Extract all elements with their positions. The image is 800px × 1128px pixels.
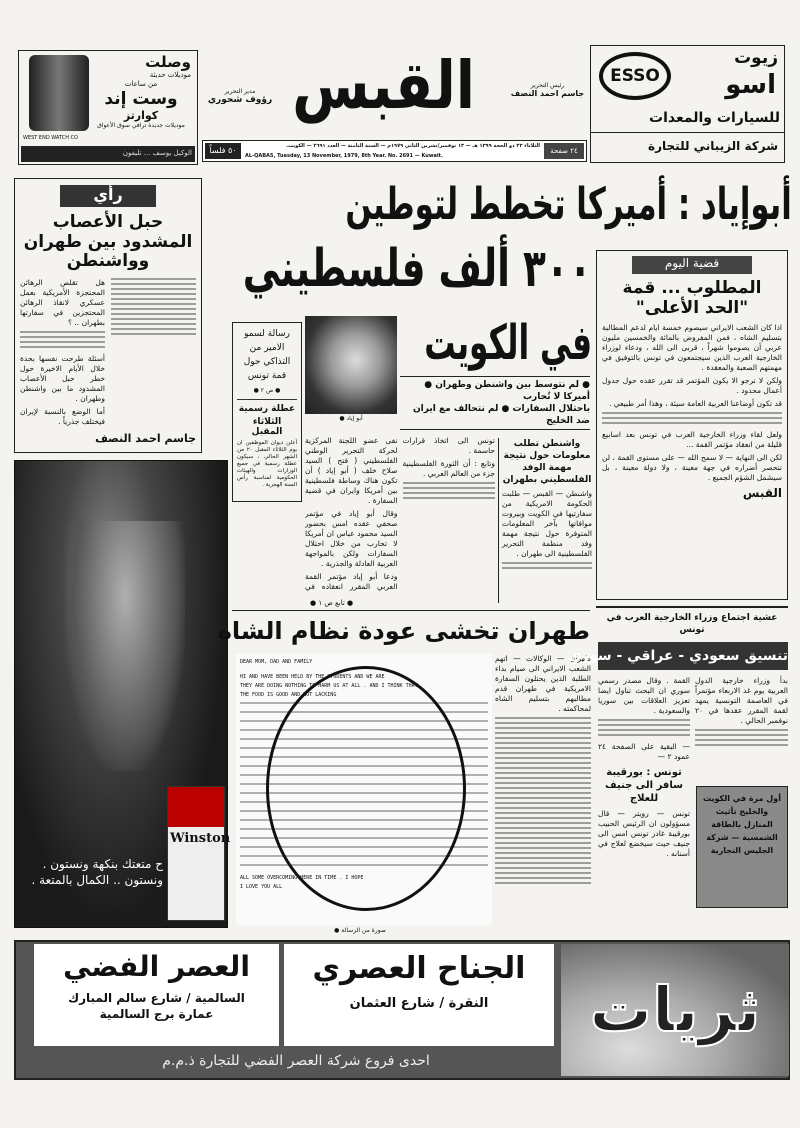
silver-age-addr1: السالمية / شارع سالم المبارك xyxy=(68,991,245,1005)
chief-editor-name: جاسم احمد النصف xyxy=(510,89,585,98)
opinion-paragraph: أسئلة طرحت نفسها بحدة خلال الأيام الاخيرة حول خطر حبل الأعصاب المشدود ما بين واشنطن وطهران . xyxy=(20,353,105,403)
ad-from: من ساعات xyxy=(124,80,158,88)
main-paragraph: نفى عضو اللجنة المركزية لحركة التحرير الوطني الفلسطيني ( فتح ) السيد صلاح خلف ( أبو إياد ) أن تكون هناك وساطة فلسطينية بين أمريكا وايران في قضية السفارة . xyxy=(305,436,398,505)
opinion-headline: حبل الأعصاب المشدود بين طهران وواشنطن xyxy=(23,212,193,272)
ad-new: وصلت xyxy=(145,53,191,71)
winston-line-1: ح متعتك بنكهة ونستون . xyxy=(42,857,163,871)
holiday-day: الثلاثاء المقبل xyxy=(251,417,283,437)
ad-models: موديلات حديثة xyxy=(149,71,191,79)
pages-badge: ٢٤ صفحة xyxy=(544,143,584,159)
modern-wing-name: الجناح العصري xyxy=(312,951,526,986)
text-texture xyxy=(598,719,690,739)
bourguiba-text: تونس — رويتر — قال مسؤولون ان الرئيس الحبيب بورقيبة غادر تونس امس الى جنيف حيث سيخضع لعلاج في أسنانه . xyxy=(598,809,690,858)
esso-brand: اسو xyxy=(725,70,776,100)
chandeliers-ad: ثريات xyxy=(561,944,789,1076)
esso-oils: زيوت xyxy=(734,48,778,68)
main-headline-2: ٣٠٠ ألف فلسطيني xyxy=(243,239,592,299)
editorial-signature: القبس xyxy=(742,486,782,501)
holiday-text: أعلن ديوان الموظفين ان يوم الثلاثاء المقبل ٢٠ من الشهر الحالي ، سيكون عطلة رسمية في جميع الوزارات والهيئات الحكومية لمناسبة رأس السنة الهجرية . xyxy=(237,440,298,488)
date-ar: الثلاثاء ٢٣ ذو الحجة ١٣٩٩ هـ — ١٣ نوفمبر/تشرين الثاني ١٩٧٩م — السنة الثامنة — العدد ٢٦٩١ — الكويت. xyxy=(286,143,540,149)
main-paragraph: ودعا أبو إياد مؤتمر القمة العربي المقرر انعقاده في تونس الى اتخاذ قرارات حاسمة . xyxy=(305,436,495,591)
letter-headline: رسالة لسمو الامير من التذاكي حول قمة تونس xyxy=(243,329,291,381)
main-subheads xyxy=(400,376,590,430)
watch-ad xyxy=(18,50,198,165)
opinion-label: رأي xyxy=(60,185,156,207)
esso-for: للسيارات والمعدات xyxy=(649,110,780,126)
main-paragraph: وتابع : أن الثورة الفلسطينية جزء من العالم العربي . xyxy=(402,459,495,478)
ad-quartz: كوارتز xyxy=(123,109,159,122)
washington-text: واشنطن — القبس — طلبت الحكومة الامريكية من سفارتيها في الكويت وبيروت موافاتها بآخر المعلومات المتوفرة حول نتيجة مهمة وفد منظمة التحرير الفلسطينية الى طهران . xyxy=(502,489,592,558)
hostage-letter xyxy=(236,654,492,925)
esso-company: شركة الزيباني للتجارة xyxy=(591,132,784,162)
main-paragraph: وقال أبو إياد في مؤتمر صحفي عقده امس بحضور السيد محمود عباس ان أمريكا لا تحارب من خلال احتلال السفارات ولكن بالمواجهة العربية العادلة والجذرية . xyxy=(305,509,398,568)
editorial-box xyxy=(596,250,788,600)
price-badge: ٥٠ فلساً xyxy=(205,143,241,159)
letter-ref: ● ص ٢ ● xyxy=(237,387,297,400)
washington-story xyxy=(498,438,592,603)
bourguiba-headline: تونس : بورقيبة سافر الى جنيف للعلاج xyxy=(605,767,683,804)
opinion-paragraph: أما الوضع بالنسبة لإيران فيختلف جذرياً . xyxy=(20,406,105,426)
editorial-paragraph: اذا كان الشعب الايراني سيصوم خمسة ايام لدعم المطالبة بتسليم الشاه ، فمن المفروض بالمائة والخمسين مليون عربي أن يصوموا شهراً ، قربى الى الله ، ودعاء لوزراء الخارجية العرب الذين سيجتمعون في تونس بالتوفيق في مهمتهم الصعبة والمعقدة . xyxy=(602,323,782,373)
circle-mark xyxy=(266,666,466,911)
letter-caption: ● صورة من الرسالة xyxy=(334,927,386,934)
watch-image xyxy=(29,55,89,131)
editorial-paragraph: قد تكون أوضاعنا العربية العامة سيئة ، وهذا أمر طبيعي . xyxy=(608,399,782,409)
arab-fm-paragraph: بدأ وزراء خارجية الدول العربية يوم غد الاربعاء مؤتمراً في العاصمة التونسية يمهد لقمة المقرر عقدها في ٢٠ نوفمبر الحالي . xyxy=(695,676,788,725)
side-boxes xyxy=(232,322,302,502)
managing-editor: رؤوف شحوري xyxy=(207,95,273,105)
photo-caption: ● أبو إياد xyxy=(339,415,363,422)
esso-logo: ESSO xyxy=(599,52,671,100)
bottom-ads xyxy=(14,940,790,1080)
main-story xyxy=(305,436,495,596)
tehran-headline: طهران تخشى عودة نظام الشاه xyxy=(232,610,590,650)
smoker-figure xyxy=(65,521,185,771)
ad-logo-text: WEST END WATCH CO xyxy=(23,135,78,141)
bottom-footer: احدى فروع شركة العصر الفضي للتجارة ذ.م.م xyxy=(162,1053,430,1069)
winston-line-2: ونستون .. الكمال بالمتعة . xyxy=(31,873,163,887)
letter-line: THEY ARE DOING NOTHING TO HARM US AT ALL . AND I THINK THAT xyxy=(240,683,418,689)
chief-editor-label: رئيس التحرير xyxy=(530,82,565,89)
editorial-label: قضية اليوم xyxy=(632,256,752,274)
ad-sub: موديلات جديدة ترافي سوق الأعواق xyxy=(97,122,185,129)
ad-brand: وست إند xyxy=(104,89,178,109)
arab-fm-story xyxy=(598,676,788,931)
opinion-column xyxy=(14,178,202,453)
opinion-author: جاسم احمد النصف xyxy=(95,431,196,445)
main-subhead-2: باحتلال السفارات ● لم نتحالف مع ايران ضد الخليج xyxy=(412,404,590,426)
date-en: AL-QABAS, Tuesday, 13 November, 1979, 8th Year. No. 2691 — Kuwait. xyxy=(245,153,443,159)
tehran-text: طهران — الوكالات — اتهم الشعب الايراني الى صيام بداء الطلبة الذين يحتلون السفارة الامريكية في طهران قدم مطالبهم بتسليم الشاه لمحاكمته . xyxy=(495,654,591,713)
editorial-paragraph: لكن الى النهاية — لا سمح الله — على مستوى القمة ، لن تنحصر أضراره في جهة معينة ، ولا دولة معينة ، بل سيشمل الشؤم الجميع . xyxy=(602,453,782,483)
main-headline-3: في الكويت xyxy=(424,315,592,371)
editors xyxy=(200,88,280,105)
opinion-paragraph: هل تقلص الرهائن المحتجزة الأمريكية بعمل عسكري لانقاذ الرهائن المحتجزين في سفارتها بطهران .. ؟ xyxy=(20,277,105,327)
silver-age-name: العصر الفضي xyxy=(63,950,250,983)
winston-brand: Winston xyxy=(170,831,231,846)
managing-editor-label: مدير التحرير xyxy=(224,88,256,95)
masthead-logo: القبس xyxy=(292,47,475,124)
text-texture xyxy=(502,562,592,572)
text-texture xyxy=(20,331,105,351)
esso-ad xyxy=(590,45,785,163)
date-line xyxy=(202,140,587,162)
letter-line: THE FOOD IS GOOD AND NOT LACKING xyxy=(240,692,337,698)
abu-iyad-photo xyxy=(305,316,397,414)
winston-ad xyxy=(14,460,231,928)
text-texture xyxy=(111,278,196,338)
arab-fm-continued: — البقية على الصفحة ٢٤ عمود ٢ — xyxy=(598,742,690,761)
silver-age-addr2: عمارة برج السالمية xyxy=(99,1007,214,1021)
continued-marker: ● تابع ص ١ ● xyxy=(310,599,354,607)
arab-fm-kicker: عشية اجتماع وزراء الخارجية العرب في تونس xyxy=(596,606,788,636)
letter-line: HI AND HAVE BEEN HELD BY THE STUDENTS AND WE ARE xyxy=(240,674,385,680)
arab-fm-paragraph: القمة . وقال مصدر رسمي سوري ان البحث تناول ايضا تعزيز العلاقات بين سوريا والسعودية . xyxy=(598,676,690,715)
washington-headline: واشنطن تطلب معلومات حول نتيجة مهمة الوفد الفلسطيني بطهران xyxy=(502,439,592,485)
arab-fm-headline: تنسيق سعودي - عراقي - سوري xyxy=(598,642,788,670)
main-headline-1: أبوإياد : أميركا تخطط لتوطين xyxy=(345,179,792,230)
editorial-headline: المطلوب ... قمة "الحد الأعلى" xyxy=(622,278,762,318)
text-texture xyxy=(403,482,496,502)
text-texture xyxy=(495,717,591,887)
modern-wing-addr: النقرة / شارع العثمان xyxy=(349,996,489,1011)
chief-editor xyxy=(505,82,590,98)
editorial-paragraph: ولكن لا نرجو الا يكون المؤتمر قد تقرر عقده حول جدول أعمال محدود . xyxy=(602,376,782,396)
ad-dealer: الوكيل يوسف ... تليفون xyxy=(21,146,195,162)
tehran-story xyxy=(495,654,591,930)
text-texture xyxy=(695,729,788,749)
holiday-title: عطلة رسمية xyxy=(238,404,296,414)
letter-line: I LOVE YOU ALL xyxy=(240,884,283,890)
winston-slogan xyxy=(31,856,163,888)
solar-ad-box: أول مرة في الكويت والخليج تأثيث المنازل بالطاقة الشمسية — شركة الجليس التجارية xyxy=(696,786,788,908)
letter-greeting: DEAR MOM, DAD AND FAMILY xyxy=(240,659,313,665)
modern-wing-ad xyxy=(284,944,554,1046)
main-subhead-1: ● لم نتوسط بين واشنطن وطهران ● أميركا لا تُحارب xyxy=(424,380,590,402)
text-texture xyxy=(602,412,782,427)
editorial-paragraph: ولعل لقاء وزراء الخارجية العرب في تونس بعد اسابيع قليلة من انعقاد مؤتمر القمة ... xyxy=(602,430,782,450)
letter-line: ALL SOME OVERCOMING HERE IN TIME . I HOPE xyxy=(240,875,364,881)
cigarette-pack xyxy=(167,786,231,921)
silver-age-ad xyxy=(34,944,279,1046)
